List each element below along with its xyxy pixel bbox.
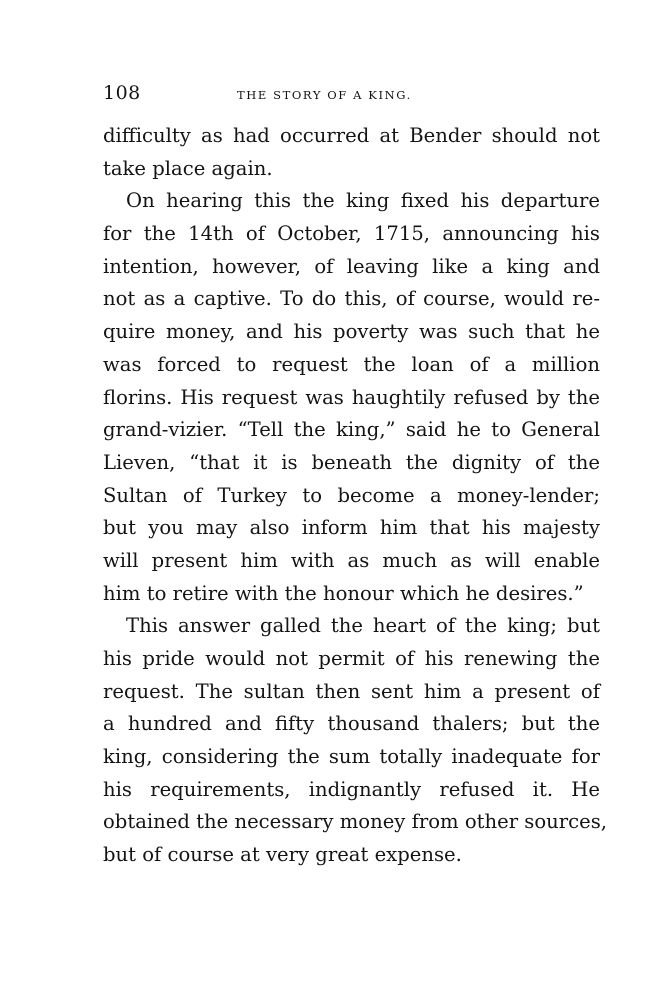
text-line: a hundred and fifty thousand thalers; but the: [103, 712, 600, 736]
text-line: his pride would not permit of his renewing the: [103, 647, 600, 670]
text-line: was forced to request the loan of a million: [103, 352, 600, 376]
text-line: will present him with as much as will enable: [103, 548, 600, 572]
text-line: intention, however, of leaving like a king and: [103, 254, 600, 278]
text-line: but of course at very great expense.: [103, 843, 462, 867]
text-line: quire money, and his poverty was such that he: [103, 320, 600, 344]
text-line: king, considering the sum totally inadequate for: [103, 745, 600, 769]
page-number: 108: [103, 82, 141, 104]
text-line: This answer galled the heart of the king; but: [126, 614, 600, 638]
text-line: his requirements, indignantly refused it. He: [103, 777, 600, 801]
text-line: take place again.: [103, 156, 273, 180]
text-line: not as a captive. To do this, of course, would re-: [103, 287, 600, 311]
text-line: Sultan of Turkey to become a money-lender;: [103, 483, 600, 507]
text-line: grand-vizier. “Tell the king,” said he to General: [103, 418, 600, 442]
running-title: THE STORY OF A KING.: [237, 88, 412, 102]
body-text: [103, 120, 607, 872]
text-line: Lieven, “that it is beneath the dignity of the: [103, 450, 600, 474]
text-line: for the 14th of October, 1715, announcing his: [103, 222, 600, 246]
text-line: request. The sultan then sent him a present of: [103, 679, 600, 703]
text-line: obtained the necessary money from other sources,: [103, 810, 607, 834]
text-line: florins. His request was haughtily refused by the: [103, 385, 600, 409]
text-line: but you may also inform him that his majesty: [103, 516, 600, 540]
text-line: him to retire with the honour which he desires.”: [103, 581, 584, 605]
text-line: On hearing this the king fixed his departure: [126, 189, 600, 213]
page-header: [103, 82, 600, 112]
text-line: difficulty as had occurred at Bender should not: [103, 124, 600, 147]
